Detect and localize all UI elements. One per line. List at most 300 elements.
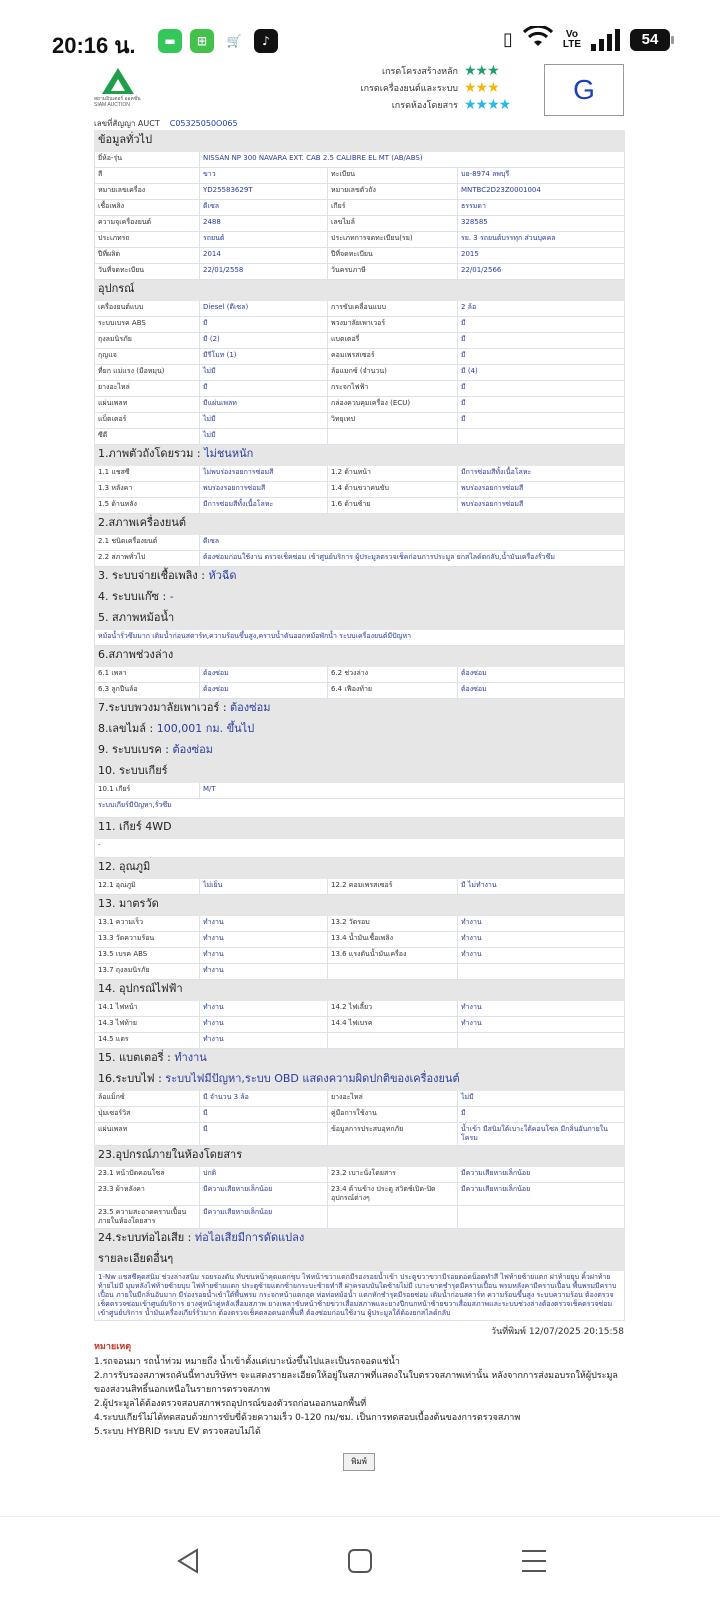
field-value: มี (200, 381, 328, 397)
table-row (95, 932, 625, 948)
table-row (95, 381, 625, 397)
notification-icons (158, 29, 278, 53)
field-value: 22/01/2566 (458, 264, 625, 280)
field-value: รถยนต์ (200, 232, 328, 248)
recents-icon[interactable] (516, 1543, 552, 1579)
home-icon[interactable] (342, 1543, 378, 1579)
field-value: 328585 (458, 216, 625, 232)
notes (94, 1340, 624, 1439)
field-value: มีความเสียหายเล็กน้อย (200, 1183, 328, 1206)
field-value: ไม่เย็น (200, 879, 328, 895)
field-value: พบร่องรอยการซ่อมสี (458, 482, 625, 498)
section-value: หัวฉีด (208, 569, 237, 582)
field-label: กระจกไฟฟ้า (328, 381, 458, 397)
section-title (95, 1070, 625, 1091)
field-value: ทำงาน (200, 932, 328, 948)
section-title-text: 9. ระบบเบรค : (98, 743, 173, 756)
section-title-text: 12. อุณภูมิ (98, 860, 151, 873)
section-header (95, 1250, 625, 1271)
field-value: Diesel (ดีเซล) (200, 301, 328, 317)
field-label: เกียร์ (328, 200, 458, 216)
table-row (95, 1206, 625, 1229)
field-label: 1.1 แชสซี (95, 466, 200, 482)
section-header (95, 131, 625, 152)
section-title-text: 1.ภาพตัวถังโดยรวม : (98, 447, 205, 460)
section-value: ระบบไฟมีปัญหา,ระบบ OBD แสดงความผิดปกติของเครื่องยนต์ (165, 1072, 460, 1085)
field-value: มี (458, 381, 625, 397)
field-label: ประเภทรถ (95, 232, 200, 248)
field-label: วันครบภาษี (328, 264, 458, 280)
field-label: คอมเพรสเซอร์ (328, 349, 458, 365)
section-title (95, 858, 625, 879)
table-row (95, 916, 625, 932)
shopping-app-icon: ⊞ (190, 29, 214, 53)
field-label: วันที่จดทะเบียน (95, 264, 200, 280)
field-label: 23.2 เบาะนั่งโดยสาร (328, 1167, 458, 1183)
grade-label: เกรดห้องโดยสาร (391, 100, 458, 111)
siam-auction-logo (94, 68, 142, 114)
inspection-report (94, 62, 624, 1471)
field-label: เครื่องยนต์แบบ (95, 301, 200, 317)
table-row (95, 264, 625, 280)
field-label: ยางอะไหล่ (328, 1091, 458, 1107)
field-label: ข้อมูลการประสบอุทกภัย (328, 1123, 458, 1146)
section-title-text: 23.อุปกรณ์ภายในห้องโดยสาร (98, 1148, 243, 1161)
note-row (95, 630, 625, 646)
section-title-text: 13. มาตรวัด (98, 897, 159, 910)
field-value: ต้องซ่อม (200, 667, 328, 683)
field-label: ล้อแม็กซ์ (95, 1091, 200, 1107)
field-value: 2015 (458, 248, 625, 264)
section-title (95, 1250, 625, 1271)
table-row (95, 1017, 625, 1033)
field-value: M/T (200, 783, 625, 799)
section-header (95, 588, 625, 609)
section-title-text: 4. ระบบแก๊ซ : (98, 590, 170, 603)
table-row (95, 168, 625, 184)
field-label: ทะเบียน (328, 168, 458, 184)
field-value: น้ำเข้า มีสนิมใต้เบาะใต้คอนโซล มีกลิ่นอับภายในโครม (458, 1123, 625, 1146)
section-title (95, 980, 625, 1001)
table-row (95, 317, 625, 333)
section-title (95, 1229, 625, 1250)
section-header (95, 858, 625, 879)
contract-number: C05325050O065 (169, 119, 238, 128)
section-title-text: 14. อุปกรณ์ไฟฟ้า (98, 982, 183, 995)
field-value: ต้องซ่อม (458, 683, 625, 699)
field-label: 2.2 สภาพทั่วไป (95, 551, 200, 567)
section-title (95, 741, 625, 762)
field-label (328, 1033, 458, 1049)
field-label (328, 429, 458, 445)
field-label: หมายเลขเครื่อง (95, 184, 200, 200)
field-label: ปุ่มเซอร์วิส (95, 1107, 200, 1123)
section-title (95, 895, 625, 916)
table-row (95, 232, 625, 248)
table-row (95, 466, 625, 482)
section-title-text: อุปกรณ์ (98, 282, 135, 295)
field-label: แผ่นเพลท (95, 1123, 200, 1146)
table-row (95, 783, 625, 799)
section-title (95, 699, 625, 720)
section-title (95, 514, 625, 535)
signal-icon (591, 29, 620, 51)
field-value: ทำงาน (200, 916, 328, 932)
section-title (95, 588, 625, 609)
field-value: ทำงาน (200, 964, 328, 980)
table-row (95, 1107, 625, 1123)
section-header (95, 646, 625, 667)
section-header (95, 1146, 625, 1167)
table-row (95, 1167, 625, 1183)
field-value: มี จำนวน 3 ล้อ (200, 1091, 328, 1107)
field-label: กล่องควบคุมเครื่อง (ECU) (328, 397, 458, 413)
field-value: บย-8974 ลพบุรี (458, 168, 625, 184)
field-value: มี (458, 349, 625, 365)
table-row (95, 397, 625, 413)
field-value: ทำงาน (458, 948, 625, 964)
section-title-text: 6.สภาพช่วงล่าง (98, 648, 174, 661)
field-label: 23.1 หน้าปัดคอนโซล (95, 1167, 200, 1183)
field-value: มี (200, 317, 328, 333)
section-header (95, 280, 625, 301)
table-row (95, 1033, 625, 1049)
field-label: 14.3 ไฟท้าย (95, 1017, 200, 1033)
section-title (95, 567, 625, 588)
table-row (95, 1123, 625, 1146)
section-title (95, 646, 625, 667)
status-time: 20:16 น. (52, 33, 136, 58)
field-label: 10.1 เกียร์ (95, 783, 200, 799)
field-value: มีการซ่อมสีทั้งเนื้อโลหะ (458, 466, 625, 482)
report-header (94, 62, 624, 118)
field-label: 13.7 ถุงลมนิรภัย (95, 964, 200, 980)
line-app-icon: ▬ (158, 29, 182, 53)
table-row (95, 301, 625, 317)
section-title-text: ข้อมูลทั่วไป (98, 133, 153, 146)
field-label: ยางอะไหล่ (95, 381, 200, 397)
field-value: มีความเสียหายเล็กน้อย (200, 1206, 328, 1229)
section-value: 100,001 กม. ขึ้นไป (156, 722, 255, 735)
field-value: 2014 (200, 248, 328, 264)
logo-text: สยามอินเตอร์ ออคชั่น SIAM AUCTION (94, 96, 141, 108)
section-title-text: 11. เกียร์ 4WD (98, 820, 172, 833)
field-label: 13.6 แรงดันน้ำมันเครื่อง (328, 948, 458, 964)
field-value: 1-Nw แชสซีคุดสนิม ช่วงล่างสนิม รอยรองดัน ทับขนหน้าคุดแตกขุบ ไฟหน้าขวาแตกมีรองรอยน้ำเข้า ประตูขวาขวามีรอยตอดน็อตทำสี ไฟท้ายซ้ายแตก ฝาท้ายยุบ คิ้วฝาท้ายท้ายไม่มี มุมหลังไฟท้ายซ้ายบุบ ไฟท้ายซ้ายแตก ประตูซ้ายแตกซ้ายกระบะซ้ายทำสี ฝาครอบบันไดซ้ายไม่มี เบาะขาดชำรุดมีคราบเปื้อน พรมหลังคามีคราบเปื้อน พื้นพรมมีคราบเปื้อน ภายในมีกลิ่นอับมาก มีร่องรอยน้ำเข้าใต้พื้นพรม กระจกหน้าแตกอุด ท่อท่อหม้อน้ำ แตกหักชำรุดมีรอยซ่อม เติมน้ำก่อนสตาร์ท ความร้อนขึ้นสูง ระบบความร้อน ต้องตรวจเช็คตรวจซ่อมเข้าศูนย์บริการ ยางคู่หน้าคู่หลังเสื่อมสภาพ ยางเพลาขับหน้าซ้ายขวาเสื่อมสภาพและยางปีกนกหน้าซ้ายขวาเสื่อมสภาพและระบบช่วงล่างต้องตรวจเช็คตรวจซ่อมเข้าศูนย์บริการ น้ำมันเครื่องเกียร์รั่วมาก ต้องตรวจเช็คตลอดนอกพื้นที่ ต้องซ่อมก่อนใช้งาน ผู้ประมูลใต้ต้องยกสไลด์กลับ (95, 1271, 625, 1321)
section-value: ทำงาน (174, 1051, 207, 1064)
field-label: แบตเตอรี่ (328, 333, 458, 349)
cart-app-icon: 🛒 (222, 29, 246, 53)
table-row (95, 551, 625, 567)
contract-ref (94, 118, 624, 130)
table-row (95, 879, 625, 895)
field-label: แผ่นเพลท (95, 397, 200, 413)
field-label: ความจุเครื่องยนต์ (95, 216, 200, 232)
section-title-text: 16.ระบบไฟ : (98, 1072, 166, 1085)
section-title-text: 7.ระบบพวงมาลัยเพาเวอร์ : (98, 701, 231, 714)
table-row (95, 667, 625, 683)
field-value: ทำงาน (200, 1033, 328, 1049)
table-row (95, 535, 625, 551)
section-title-text: 3. ระบบจ่ายเชื้อเพลิง : (98, 569, 209, 582)
field-value: ไม่มี (200, 413, 328, 429)
table-row (95, 349, 625, 365)
field-value: YD25583629T (200, 184, 328, 200)
field-value: ไม่มี (200, 365, 328, 381)
field-value: ธรรมดา (458, 200, 625, 216)
section-title (95, 445, 625, 466)
grade-row (324, 79, 524, 96)
grade-letter: G (544, 64, 624, 116)
field-label: 2.1 ชนิดเครื่องยนต์ (95, 535, 200, 551)
field-value (458, 1033, 625, 1049)
table-row (95, 482, 625, 498)
table-row (95, 498, 625, 514)
back-icon[interactable] (170, 1543, 206, 1579)
grade-label: เกรดเครื่องยนต์และระบบ (360, 83, 458, 94)
field-value: ระบบเกียร์มีปัญหา,รั่วซึม (95, 799, 625, 818)
field-value: ทำงาน (458, 1001, 625, 1017)
table-row (95, 1001, 625, 1017)
field-label: 23.4 ด้านข้าง ประตู สวิตช์เปิด-ปิด อุปกรณ์ต่างๆ (328, 1183, 458, 1206)
section-title (95, 762, 625, 783)
field-label: ปีที่จดทะเบียน (328, 248, 458, 264)
section-title (95, 609, 625, 630)
field-value: มี (458, 397, 625, 413)
field-value: ทำงาน (458, 932, 625, 948)
field-value: พบร่องรอยการซ่อมสี (200, 482, 328, 498)
field-value: รย. 3 รถยนต์บรรทุก ส่วนบุคคล (458, 232, 625, 248)
field-label: เลขไมล์ (328, 216, 458, 232)
tiktok-icon: ♪ (254, 29, 278, 53)
section-value: ท่อไอเสียมีการดัดแปลง (194, 1231, 305, 1244)
note-item: 2.การรับรองสภาพรถคันนี้ทางบริษัทฯ จะแสดงรายละเอียดให้อยู่ในสภาพที่แสดงในใบตรวจสภาพเท่านั้น หลังจากการส่งมอบรถให้ผู้ประมูล ของสงวนสิทธิ์นอกเหนือในรายการตรวจสภาพ (94, 1371, 618, 1395)
section-title (95, 818, 625, 839)
field-value (458, 429, 625, 445)
field-value: มี (458, 413, 625, 429)
section-header (95, 699, 625, 720)
field-value: มี (458, 1107, 625, 1123)
section-title-text: 2.สภาพเครื่องยนต์ (98, 516, 186, 529)
section-title (95, 131, 625, 152)
table-row (95, 413, 625, 429)
field-value: มี (200, 1107, 328, 1123)
field-label: 6.2 ช่วงล่าง (328, 667, 458, 683)
field-label: หมายเลขตัวถัง (328, 184, 458, 200)
field-label: พวงมาลัยเพาเวอร์ (328, 317, 458, 333)
grade-label: เกรดโครงสร้างหลัก (382, 66, 458, 77)
field-label: ถุงลมนิรภัย (95, 333, 200, 349)
field-value: ไม่มี (200, 429, 328, 445)
grade-row (324, 62, 524, 79)
table-row (95, 1183, 625, 1206)
field-value: มี (458, 333, 625, 349)
field-label: 23.3 ผ้าหลังคา (95, 1183, 200, 1206)
note-item: 4.ระบบเกียร์ไม่ได้ทดสอบด้วยการขับขี่ด้วยความเร็ว 0-120 กม/ชม. เป็นการทดสอบเบื้องต้นของการตรวจสภาพ (94, 1413, 521, 1423)
table-row (95, 152, 625, 168)
section-header (95, 895, 625, 916)
field-value: ทำงาน (458, 1017, 625, 1033)
table-row (95, 184, 625, 200)
field-label: 14.1 ไฟหน้า (95, 1001, 200, 1017)
field-label: 12.1 อุณภูมิ (95, 879, 200, 895)
field-label: 13.5 เบรค ABS (95, 948, 200, 964)
volte-icon: Vo LTE (562, 28, 581, 50)
section-title-text: รายละเอียดอื่นๆ (98, 1252, 174, 1265)
section-value: - (169, 590, 174, 603)
field-label: คู่มือการใช้งาน (328, 1107, 458, 1123)
battery-icon: 54 (630, 29, 670, 51)
section-header (95, 741, 625, 762)
field-value: ต้องซ่อม (458, 667, 625, 683)
note-item: 2.ผู้ประมูลได้ต้องตรวจสอบสภาพรถอุปกรณ์ของตัวรถก่อนออกนอกพื้นที่ (94, 1399, 367, 1409)
field-value: มีการซ่อมสีทั้งเนื้อโลหะ (200, 498, 328, 514)
field-label (328, 964, 458, 980)
table-row (95, 429, 625, 445)
field-value: ทำงาน (200, 1017, 328, 1033)
field-label: 13.1 ความเร็ว (95, 916, 200, 932)
field-value: - (95, 839, 625, 858)
field-label: ประเภทการจดทะเบียน(รย) (328, 232, 458, 248)
note-row (95, 799, 625, 818)
field-label: ล้อแมกซ์ (จำนวน) (328, 365, 458, 381)
field-value: 2 ล้อ (458, 301, 625, 317)
table-row (95, 200, 625, 216)
field-label: 6.1 เพลา (95, 667, 200, 683)
field-value: ปกติ (200, 1167, 328, 1183)
note-row (95, 839, 625, 858)
field-value: มี ไม่ทำงาน (458, 879, 625, 895)
section-header (95, 818, 625, 839)
field-value: พบร่องรอยการซ่อมสี (458, 498, 625, 514)
field-value: 2488 (200, 216, 328, 232)
print-button[interactable]: พิมพ์ (343, 1453, 375, 1471)
field-value: 22/01/2558 (200, 264, 328, 280)
field-label: 14.4 ไฟเบรค (328, 1017, 458, 1033)
grade-stars: ★★★★ (464, 96, 511, 113)
field-value: หม้อน้ำรั่วซึมมาก เติมน้ำก่อนสตาร์ท,ความร้อนขึ้นสูง,คราบน้ำดันออกหม้อพักน้ำ ระบบเครื่องยนต์มีปัญหา (95, 630, 625, 646)
status-right (503, 26, 670, 53)
navigation-bar (0, 1516, 720, 1604)
field-label: ยี่ห้อ-รุ่น (95, 152, 200, 168)
section-title-text: 24.ระบบท่อไอเสีย : (98, 1231, 195, 1244)
section-header (95, 1229, 625, 1250)
field-label: 14.2 ไฟเลี้ยว (328, 1001, 458, 1017)
field-label: แบ็ตเตอร์ (95, 413, 200, 429)
section-header (95, 980, 625, 1001)
field-label: สี (95, 168, 200, 184)
report-table (94, 130, 625, 1321)
field-value: มีความเสียหายเล็กน้อย (458, 1183, 625, 1206)
section-title-text: 8.เลขไมล์ : (98, 722, 157, 735)
note-row (95, 1271, 625, 1321)
section-value: ต้องซ่อม (172, 743, 213, 756)
field-label: ซีดี (95, 429, 200, 445)
field-value: มี (4) (458, 365, 625, 381)
section-header (95, 720, 625, 741)
table-row (95, 683, 625, 699)
field-label: กุญแจ (95, 349, 200, 365)
field-label: วิทยุเทป (328, 413, 458, 429)
table-row (95, 964, 625, 980)
section-title (95, 1146, 625, 1167)
field-label: ที่ยก แม่แรง (มือหมุน) (95, 365, 200, 381)
field-label: ปีที่ผลิต (95, 248, 200, 264)
section-title-text: 15. แบตเตอรี่ : (98, 1051, 175, 1064)
field-label (328, 1206, 458, 1229)
field-label: 1.2 ด้านหน้า (328, 466, 458, 482)
field-label: 14.5 แตร (95, 1033, 200, 1049)
grade-row (324, 96, 524, 113)
table-row (95, 216, 625, 232)
field-value: มีความเสียหายเล็กน้อย (458, 1167, 625, 1183)
note-item: 5.ระบบ HYBRID ระบบ EV ตรวจสอบไม่ได้ (94, 1427, 261, 1437)
section-value: ไม่ชนหนัก (204, 447, 254, 460)
section-header (95, 1049, 625, 1070)
field-value: NISSAN NP 300 NAVARA EXT. CAB 2.5 CALIBRE EL MT (AB/ABS) (200, 152, 625, 168)
table-row (95, 1091, 625, 1107)
section-title (95, 720, 625, 741)
notes-title: หมายเหตุ (94, 1342, 132, 1352)
field-label: ระบบเบรค ABS (95, 317, 200, 333)
field-label: การขับเคลื่อนแบบ (328, 301, 458, 317)
field-value: ขาว (200, 168, 328, 184)
grade-list (324, 62, 524, 113)
table-row (95, 365, 625, 381)
section-title-text: 5. สภาพหม้อน้ำ (98, 611, 175, 624)
section-header (95, 1070, 625, 1091)
grade-stars: ★★★ (464, 62, 499, 79)
field-label: 13.3 วัดความร้อน (95, 932, 200, 948)
field-value: ทำงาน (200, 948, 328, 964)
field-value: ต้องซ่อม (200, 683, 328, 699)
field-value (458, 964, 625, 980)
field-value: มี (2) (200, 333, 328, 349)
field-value: ไม่มี (458, 1091, 625, 1107)
section-title (95, 1049, 625, 1070)
field-value: มี (458, 317, 625, 333)
field-label: 13.2 วัดรอบ (328, 916, 458, 932)
field-value: มี (200, 1123, 328, 1146)
field-label: 6.3 ลูกปืนล้อ (95, 683, 200, 699)
section-value: ต้องซ่อม (230, 701, 271, 714)
note-item: 1.รถจอนมา รถน้ำท่วม หมายถึง น้ำเข้าตั้งแต่เบาะนั่งขึ้นไปและเป็นรถจอดแช่น้ำ (94, 1357, 400, 1367)
field-label: เชื้อเพลิง (95, 200, 200, 216)
section-header (95, 609, 625, 630)
field-value: ต้องซ่อมก่อนใช้งาน ตรวจเช็คซ่อม เข้าศูนย์บริการ ผู้ประมูลตรวจเช็คก่อนการประมูล ยกสไลด์ตกลับ,น้ำมันเครื่องรั่วซึม (200, 551, 625, 567)
section-header (95, 514, 625, 535)
field-label: 13.4 น้ำมันเชื้อเพลิง (328, 932, 458, 948)
printed-date: วันที่พิมพ์ 12/07/2025 20:15:58 (491, 1327, 624, 1337)
vibrate-icon: ▯ (502, 29, 513, 50)
section-title-text: 10. ระบบเกียร์ (98, 764, 168, 777)
section-header (95, 762, 625, 783)
field-value: ทำงาน (200, 1001, 328, 1017)
field-label: 12.2 คอมเพรสเซอร์ (328, 879, 458, 895)
section-title (95, 280, 625, 301)
section-header (95, 567, 625, 588)
contract-label: เลขที่สัญญา AUCT (94, 119, 160, 128)
field-value: MNTBC2D23Z0001004 (458, 184, 625, 200)
grade-stars: ★★★ (464, 79, 499, 96)
wifi-icon (523, 26, 553, 53)
field-value: มีรีโมท (1) (200, 349, 328, 365)
field-value: ดีเซล (200, 535, 625, 551)
table-row (95, 248, 625, 264)
field-label: 23.5 ความสะอาดคราบเปื้อน ภายในห้องโดยสาร (95, 1206, 200, 1229)
field-label: 6.4 เฟืองท้าย (328, 683, 458, 699)
field-value: มีแผ่นเพลท (200, 397, 328, 413)
